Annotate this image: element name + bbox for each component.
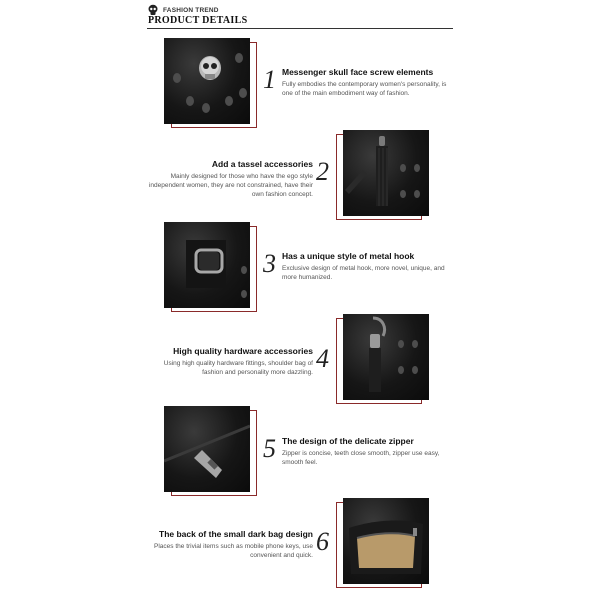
feature-photo-hardware	[343, 314, 429, 400]
feature-row-2	[0, 130, 600, 225]
feature-title: Has a unique style of metal hook	[282, 251, 415, 261]
feature-description: Fully embodies the contemporary women's personality, is one of the main embodiment way of fashion.	[282, 81, 447, 97]
feature-photo-tassel	[343, 130, 429, 216]
feature-text	[148, 159, 313, 199]
feature-row-6	[0, 498, 600, 593]
feature-row-5	[0, 406, 600, 501]
feature-number: 4	[316, 344, 329, 373]
feature-text	[282, 251, 452, 282]
feature-text	[148, 346, 313, 377]
feature-row-1	[0, 38, 600, 133]
feature-photo-metal-hook	[164, 222, 250, 308]
hardware-icon	[343, 314, 429, 400]
feature-number: 2	[316, 157, 329, 186]
feature-number: 5	[263, 434, 276, 463]
feature-description: Mainly designed for those who have the ego style independent women, they are not constrained, have their own fashion concept.	[148, 173, 313, 198]
feature-row-3	[0, 222, 600, 317]
feature-description: Exclusive design of metal hook, more novel, unique, and more humanized.	[282, 265, 445, 281]
feature-photo-zipper	[164, 406, 250, 492]
feature-title: Messenger skull face screw elements	[282, 67, 434, 77]
feature-title: Add a tassel accessories	[211, 159, 313, 169]
feature-number: 6	[316, 527, 329, 556]
feature-title: High quality hardware accessories	[173, 346, 313, 356]
feature-number: 3	[263, 249, 276, 278]
feature-number: 1	[263, 65, 276, 94]
feature-text	[282, 67, 457, 98]
feature-description: Places the trivial items such as mobile phone keys, use convenient and quick.	[154, 543, 313, 559]
page-title: PRODUCT DETAILS	[148, 15, 248, 26]
back-pocket-icon	[343, 498, 429, 584]
feature-text	[282, 436, 452, 467]
feature-title: The design of the delicate zipper	[282, 436, 414, 446]
brand-name: FASHION TREND	[163, 6, 219, 14]
tassel-icon	[343, 130, 429, 216]
feature-title: The back of the small dark bag design	[159, 529, 313, 539]
skull-studs-icon	[164, 38, 250, 124]
title-divider	[147, 28, 453, 29]
feature-text	[148, 529, 313, 560]
header	[147, 0, 453, 30]
zipper-icon	[164, 406, 250, 492]
feature-photo-skull-studs	[164, 38, 250, 124]
metal-hook-icon	[164, 222, 250, 308]
feature-description: Zipper is concise, teeth close smooth, zipper use easy, smooth feel.	[282, 450, 440, 466]
feature-row-4	[0, 314, 600, 409]
feature-description: Using high quality hardware fittings, shoulder bag of fashion and personality more dazzling.	[163, 360, 313, 376]
feature-photo-back-pocket	[343, 498, 429, 584]
